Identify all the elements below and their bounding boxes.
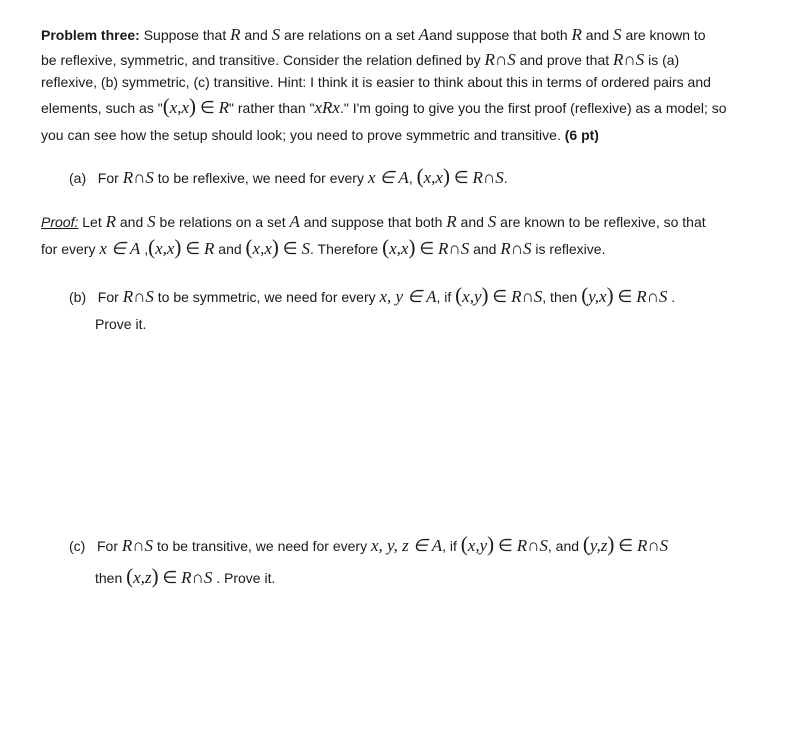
math-pair: x,y: [467, 536, 488, 555]
math-in: ∈: [618, 536, 634, 555]
paren: ): [487, 532, 495, 556]
math-R: R: [105, 212, 116, 231]
math-S: S: [147, 212, 156, 231]
math-r-cap-s: R∩S: [438, 239, 470, 258]
intro-text: " rather than ": [229, 100, 315, 116]
math-x-in-a: x ∈ A: [367, 168, 409, 187]
part-a-label: (a): [69, 170, 87, 186]
math-r-cap-s: R∩S: [472, 168, 504, 187]
intro-text: elements, such as ": [41, 100, 163, 116]
math-r-cap-s: R∩S: [484, 50, 516, 69]
math-r-cap-s: R∩S: [181, 568, 213, 587]
math-S: S: [301, 239, 310, 258]
math-in: ∈: [498, 536, 513, 555]
proof-text: and: [119, 214, 144, 230]
part-text: to be symmetric, we need for every: [157, 289, 376, 305]
intro-text: are known to: [625, 27, 706, 43]
intro-text: are relations on a set: [284, 27, 415, 43]
paren: ): [606, 283, 614, 307]
proof-text: be relations on a set: [159, 214, 286, 230]
period: .: [671, 289, 676, 305]
paren: ): [151, 564, 159, 588]
intro-text: and: [244, 27, 268, 43]
paren: (: [162, 94, 170, 118]
paren: (: [460, 532, 468, 556]
paren: (: [382, 235, 390, 259]
math-pair: y,x: [588, 287, 607, 306]
paren: ): [607, 532, 615, 556]
proof-text: and suppose that both: [303, 214, 443, 230]
part-b: [69, 283, 676, 307]
math-r-cap-s: R∩S: [122, 168, 154, 187]
paren: (: [582, 532, 590, 556]
problem-heading: Problem three:: [41, 27, 140, 43]
math-R: R: [446, 212, 457, 231]
period: .: [503, 170, 508, 186]
intro-line-2: [41, 50, 679, 70]
math-xRx: xRx: [314, 98, 340, 117]
math-r-cap-s: R∩S: [511, 287, 543, 306]
math-pair: x,x: [389, 239, 409, 258]
proof-text: and: [218, 241, 242, 257]
comma: ,: [144, 241, 149, 257]
math-in: ∈: [453, 168, 469, 187]
part-c-prompt: [95, 564, 276, 588]
paren: (: [126, 564, 134, 588]
math-xyz-in-a: x, y, z ∈ A: [370, 536, 443, 555]
intro-text: and: [585, 27, 610, 43]
prove-it-text: Prove it.: [95, 316, 147, 332]
math-r-cap-s: R∩S: [516, 536, 548, 555]
math-S: S: [487, 212, 497, 231]
part-a: [69, 164, 508, 188]
math-pair: x,x: [155, 239, 175, 258]
proof-text: . Therefore: [309, 241, 379, 257]
math-pair: x,x: [169, 98, 190, 117]
part-c-label: (c): [69, 538, 86, 554]
math-R: R: [571, 25, 582, 44]
math-r-cap-s: R∩S: [637, 536, 669, 555]
part-b-label: (b): [69, 289, 87, 305]
points-label: (6 pt): [564, 127, 599, 143]
math-A: A: [289, 212, 300, 231]
proof-text: and: [460, 214, 484, 230]
part-text: For: [97, 289, 119, 305]
paren: ): [442, 164, 450, 188]
intro-text: reflexive, (b) symmetric, (c) transitive. Hint: I think it is easier to think about this in terms of ordered pairs and: [41, 74, 711, 90]
math-in: ∈: [199, 98, 215, 117]
math-R: R: [204, 239, 215, 258]
intro-line-1: [41, 25, 706, 45]
prove-it-text: . Prove it.: [216, 570, 276, 586]
math-pair: y,z: [589, 536, 608, 555]
part-text: to be transitive, we need for every: [156, 538, 368, 554]
math-r-cap-s: R∩S: [122, 287, 154, 306]
paren: ): [408, 235, 416, 259]
paren: ): [189, 94, 197, 118]
math-pair: x,x: [252, 239, 272, 258]
intro-text: is (a): [648, 52, 680, 68]
math-in: ∈: [162, 568, 178, 587]
proof-line-2: [41, 235, 606, 259]
math-xy-in-a: x, y ∈ A: [379, 287, 437, 306]
math-r-cap-s: R∩S: [121, 536, 154, 555]
intro-text: and prove that: [519, 52, 610, 68]
proof-line-1: [41, 212, 706, 232]
math-in: ∈: [617, 287, 633, 306]
part-text: For: [97, 170, 119, 186]
math-pair: x,y: [462, 287, 482, 306]
proof-text: for every: [41, 241, 96, 257]
math-r-cap-s: R∩S: [500, 239, 532, 258]
paren: (: [148, 235, 156, 259]
part-text: then: [95, 570, 123, 586]
math-R: R: [230, 25, 241, 44]
paren: (: [581, 283, 589, 307]
proof-text: is reflexive.: [535, 241, 606, 257]
proof-text: and: [473, 241, 497, 257]
proof-text: Let: [82, 214, 102, 230]
math-pair: x,z: [133, 568, 152, 587]
math-A: A: [418, 25, 430, 44]
part-text: For: [97, 538, 118, 554]
math-S: S: [613, 25, 622, 44]
math-R: R: [218, 98, 230, 117]
part-text: , then: [542, 289, 578, 305]
part-c: [69, 532, 669, 556]
proof-text: are known to be reflexive, so that: [500, 214, 706, 230]
comma: ,: [408, 170, 413, 186]
math-S: S: [271, 25, 281, 44]
paren: (: [245, 235, 253, 259]
math-pair: x,x: [423, 168, 443, 187]
math-in: ∈: [185, 239, 201, 258]
proof-label: Proof:: [41, 214, 79, 230]
intro-text: Suppose that: [143, 27, 227, 43]
math-in: ∈: [282, 239, 298, 258]
paren: ): [174, 235, 182, 259]
intro-line-3: [41, 72, 711, 92]
part-text: , if: [442, 538, 457, 554]
intro-line-5: [41, 125, 599, 145]
part-text: , and: [547, 538, 580, 554]
math-in: ∈: [419, 239, 435, 258]
math-x-in-a: x ∈ A: [99, 239, 141, 258]
paren: ): [271, 235, 279, 259]
paren: (: [416, 164, 424, 188]
intro-text: ." I'm going to give you the first proof (reflexive) as a model; so: [339, 100, 727, 116]
paren: (: [455, 283, 463, 307]
math-r-cap-s: R∩S: [613, 50, 645, 69]
intro-text: you can see how the setup should look; you need to prove symmetric and transitive.: [41, 127, 561, 143]
intro-text: be reflexive, symmetric, and transitive. Consider the relation defined by: [41, 52, 481, 68]
part-text: , if: [436, 289, 452, 305]
intro-line-4: [41, 94, 727, 118]
math-in: ∈: [492, 287, 508, 306]
paren: ): [481, 283, 489, 307]
intro-text: and suppose that both: [429, 27, 568, 43]
part-b-prompt: [95, 314, 146, 334]
part-text: to be reflexive, we need for every: [157, 170, 364, 186]
math-r-cap-s: R∩S: [636, 287, 668, 306]
